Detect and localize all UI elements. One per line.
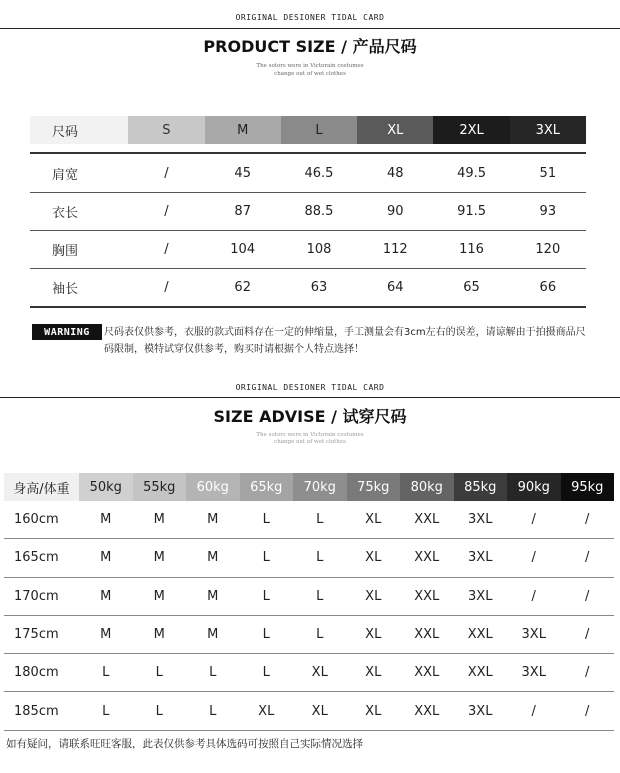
size-advise-cell: L <box>262 665 270 681</box>
size-advise-header-cell: 85kg <box>454 473 508 501</box>
product-size-row <box>30 230 586 268</box>
size-advise-row <box>4 692 614 730</box>
size-advise-row-label: 185cm <box>14 703 59 719</box>
size-advise-cell: XL <box>258 703 275 719</box>
size-advise-cell: XXL <box>467 665 493 681</box>
size-advise-cell: M <box>100 627 112 643</box>
size-advise-cell: M <box>100 588 112 604</box>
size-advise-row-label: 160cm <box>14 512 59 528</box>
brand-line-1: ORIGINAL DESIONER TIDAL CARD <box>235 13 385 22</box>
size-advise-cell: XL <box>365 550 382 566</box>
size-advise-cell: M <box>207 627 219 643</box>
product-size-cell: / <box>164 204 169 219</box>
warning-badge: WARNING <box>32 324 102 340</box>
size-advise-cell: XXL <box>414 550 440 566</box>
product-size-row-label: 袖长 <box>52 282 79 297</box>
size-advise-cell: XXL <box>414 665 440 681</box>
size-advise-cell: M <box>153 588 165 604</box>
size-advise-cell: XXL <box>467 627 493 643</box>
size-advise-cell: XL <box>311 703 328 719</box>
product-size-row <box>30 154 586 192</box>
size-advise-row <box>4 501 614 539</box>
size-advise-cell: L <box>316 550 324 566</box>
size-advise-cell: 3XL <box>468 703 493 719</box>
product-size-cell: 116 <box>459 242 484 257</box>
size-advise-cell: / <box>585 703 590 719</box>
size-advise-cell: M <box>153 550 165 566</box>
product-size-row-label: 胸围 <box>52 244 79 259</box>
size-advise-cell: / <box>531 703 536 719</box>
size-advise-header-cell: 80kg <box>400 473 454 501</box>
size-advise-row <box>4 578 614 616</box>
size-advise-cell: L <box>209 665 217 681</box>
product-size-header-cell: 3XL <box>510 116 586 144</box>
size-advise-cell: XL <box>365 665 382 681</box>
size-advise-cell: M <box>207 588 219 604</box>
size-advise-cell: / <box>585 588 590 604</box>
brand-line-2: ORIGINAL DESIONER TIDAL CARD <box>235 383 385 392</box>
size-advise-cell: L <box>262 512 270 528</box>
size-advise-cell: L <box>102 665 110 681</box>
product-size-header-cell: M <box>205 116 281 144</box>
size-advise-row-label: 175cm <box>14 627 59 643</box>
size-advise-cell: / <box>531 588 536 604</box>
size-advise-body <box>4 501 614 731</box>
size-advise-cell: L <box>316 588 324 604</box>
size-advise-cell: / <box>585 627 590 643</box>
product-size-cell: 65 <box>463 280 480 295</box>
product-size-header-cell: XL <box>357 116 433 144</box>
product-size-body <box>30 152 586 308</box>
size-advise-cell: XL <box>365 703 382 719</box>
size-advise-cell: M <box>153 627 165 643</box>
product-size-cell: 90 <box>386 204 404 219</box>
product-size-row <box>30 268 586 306</box>
product-size-cell: 64 <box>386 280 404 295</box>
product-size-cell: 63 <box>310 280 328 295</box>
product-size-subtitle-2: change out of wet clothes <box>274 71 346 77</box>
product-size-subtitle-1: The sotors were in Victorain costumes <box>256 63 364 69</box>
footer-note: 如有疑问，请联系旺旺客服，此表仅供参考具体选码可按照自己实际情况选择 <box>6 738 363 750</box>
product-size-row-label: 衣长 <box>52 206 79 221</box>
size-advise-cell: 3XL <box>468 550 493 566</box>
size-advise-cell: 3XL <box>521 665 546 681</box>
size-advise-cell: M <box>207 550 219 566</box>
product-size-header-cell: L <box>281 116 357 144</box>
size-advise-cell: 3XL <box>521 627 546 643</box>
size-advise-cell: M <box>153 512 165 528</box>
size-advise-row <box>4 654 614 692</box>
product-size-header-row <box>30 116 586 144</box>
size-advise-cell: XL <box>365 588 382 604</box>
size-advise-header-cell: 60kg <box>186 473 240 501</box>
size-advise-table <box>4 473 614 731</box>
size-advise-header-cell: 55kg <box>133 473 187 501</box>
product-size-cell: 45 <box>234 165 251 181</box>
warning-text: 尺码表仅供参考，衣服的款式面料存在一定的伸缩量，手工测量会有3cm左右的误差，请谅解由于拍摄商品尺码限制，模特试穿仅供参考，购买时请根据个人特点选择！ <box>104 327 586 355</box>
product-size-cell: 91.5 <box>457 204 487 219</box>
size-advise-cell: XXL <box>414 627 440 643</box>
product-size-cell: 88.5 <box>304 204 334 219</box>
size-advise-subtitle-1: The sotors were in Victorain costumes <box>256 432 364 438</box>
divider-middle <box>0 397 620 398</box>
product-size-cell: 87 <box>234 204 251 219</box>
size-advise-cell: M <box>207 512 219 528</box>
size-advise-cell: L <box>262 627 270 643</box>
product-size-cell: 120 <box>535 242 561 257</box>
size-advise-header-cell: 90kg <box>507 473 561 501</box>
product-size-header-cell: 尺码 <box>30 116 128 144</box>
product-size-cell: 49.5 <box>457 165 487 181</box>
size-advise-header-cell: 身高/体重 <box>4 473 79 501</box>
size-advise-cell: / <box>585 550 590 566</box>
product-size-cell: 62 <box>234 280 251 295</box>
product-size-cell: / <box>164 165 169 181</box>
size-advise-cell: / <box>585 665 590 681</box>
size-advise-cell: / <box>585 512 590 528</box>
size-advise-subtitle-2: change out of wet clothes <box>274 439 346 445</box>
size-advise-cell: L <box>155 665 163 681</box>
size-advise-cell: / <box>531 512 536 528</box>
product-size-header-cell: 2XL <box>433 116 509 144</box>
size-advise-cell: XL <box>365 627 382 643</box>
size-advise-title: SIZE ADVISE / 试穿尺码 <box>213 407 407 426</box>
size-advise-header-cell: 50kg <box>79 473 133 501</box>
product-size-cell: 51 <box>539 165 557 181</box>
size-advise-header-cell: 95kg <box>561 473 615 501</box>
size-advise-header-cell: 75kg <box>347 473 401 501</box>
size-advise-cell: L <box>155 703 163 719</box>
product-size-row <box>30 192 586 230</box>
size-advise-row-label: 180cm <box>14 665 59 681</box>
product-size-cell: / <box>164 242 169 257</box>
size-advise-cell: XL <box>311 665 328 681</box>
size-advise-row-label: 170cm <box>14 588 59 604</box>
product-size-cell: / <box>164 280 169 295</box>
size-advise-row <box>4 616 614 654</box>
product-size-cell: 46.5 <box>304 165 334 181</box>
size-advise-cell: XXL <box>414 588 440 604</box>
product-size-cell: 66 <box>539 280 557 295</box>
size-advise-row <box>4 539 614 577</box>
size-advise-header-row <box>4 473 614 501</box>
size-advise-cell: 3XL <box>468 512 493 528</box>
product-size-row-label: 肩宽 <box>52 167 79 183</box>
product-size-cell: 112 <box>382 242 408 257</box>
size-advise-cell: M <box>100 512 112 528</box>
size-advise-cell: L <box>316 512 324 528</box>
size-advise-header-cell: 65kg <box>240 473 294 501</box>
product-size-cell: 104 <box>230 242 256 257</box>
product-size-cell: 108 <box>306 242 332 257</box>
size-advise-cell: L <box>262 588 270 604</box>
size-advise-cell: XXL <box>414 703 440 719</box>
size-advise-cell: XL <box>365 512 382 528</box>
product-size-header-cell: S <box>128 116 204 144</box>
size-advise-cell: XXL <box>414 512 440 528</box>
size-advise-cell: L <box>209 703 217 719</box>
size-advise-header-cell: 70kg <box>293 473 347 501</box>
divider-top <box>0 28 620 29</box>
size-advise-row-label: 165cm <box>14 550 59 566</box>
size-advise-cell: L <box>102 703 110 719</box>
size-advise-cell: M <box>100 550 112 566</box>
product-size-cell: 48 <box>386 165 404 181</box>
product-size-cell: 93 <box>539 204 557 219</box>
product-size-title: PRODUCT SIZE / 产品尺码 <box>203 37 417 56</box>
size-advise-cell: L <box>316 627 324 643</box>
size-advise-cell: 3XL <box>468 588 493 604</box>
size-advise-cell: / <box>531 550 536 566</box>
size-advise-cell: L <box>262 550 270 566</box>
product-size-table <box>30 116 586 308</box>
